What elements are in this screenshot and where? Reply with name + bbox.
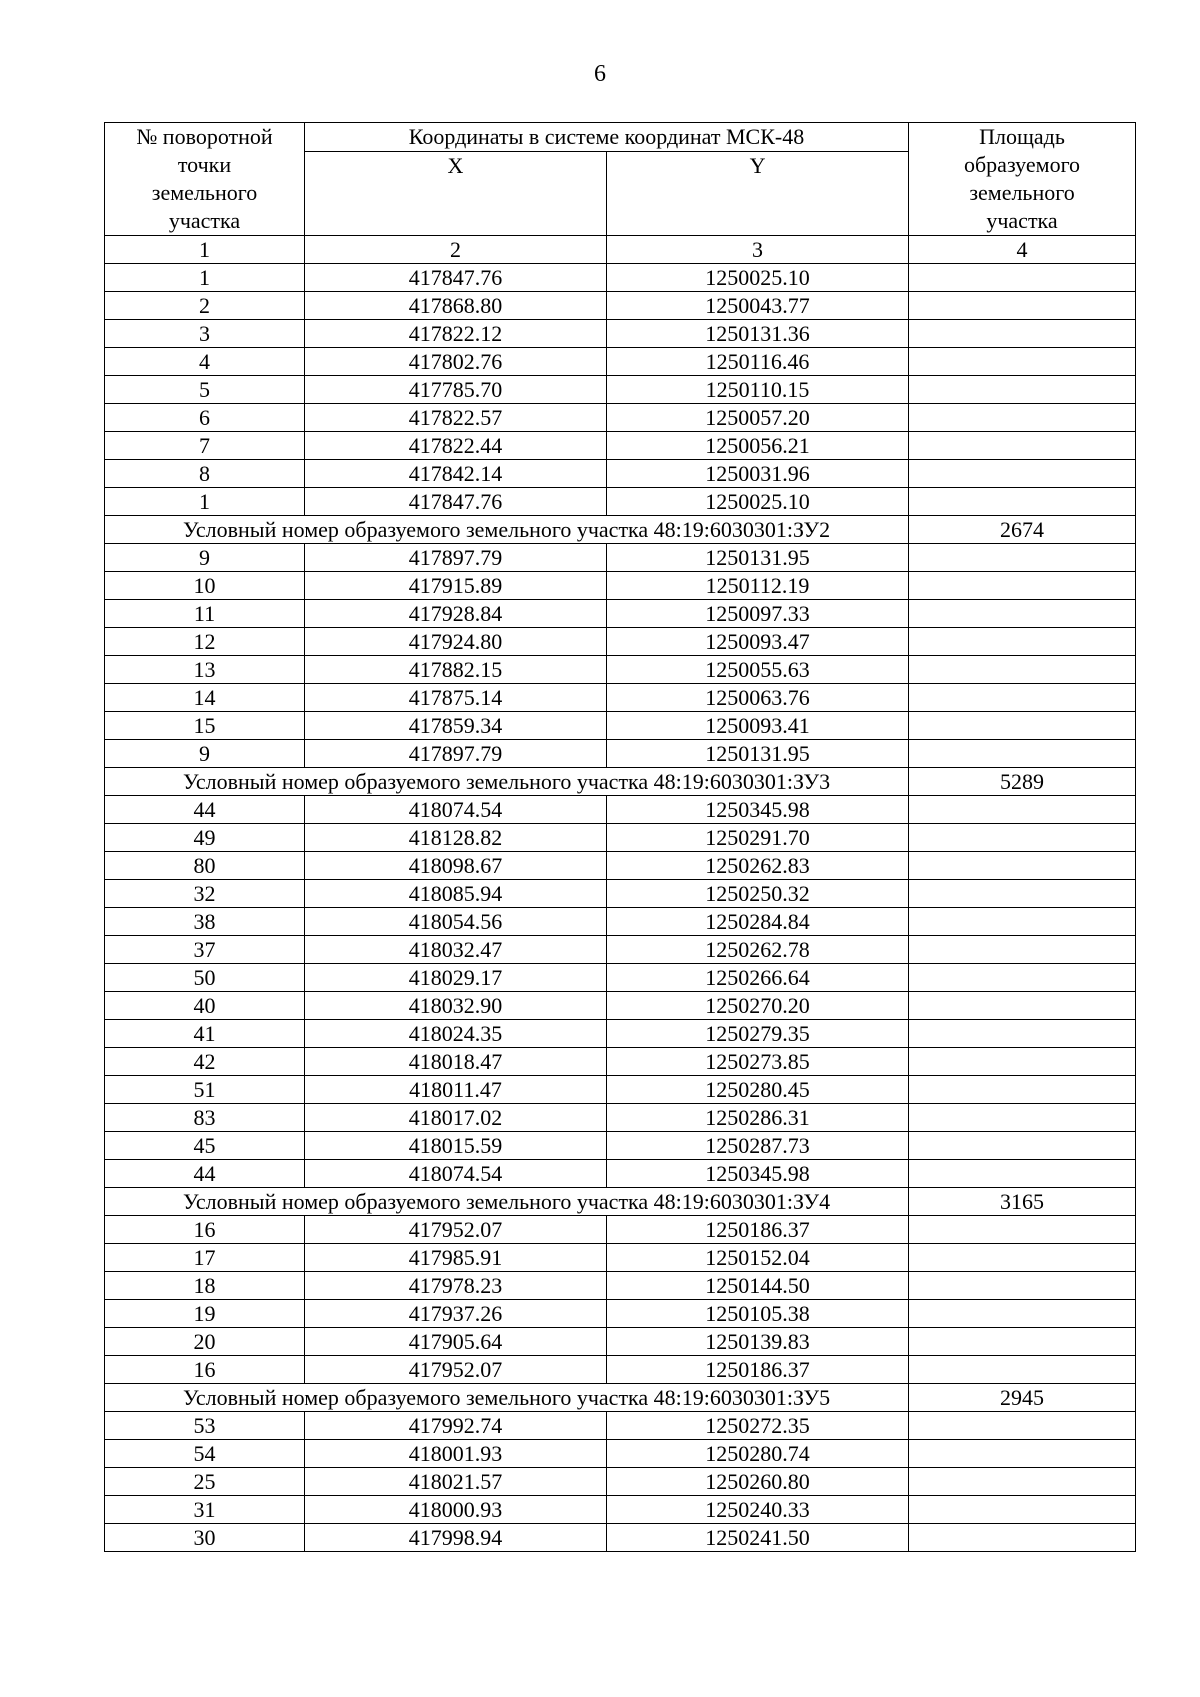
x-coordinate-cell: 417822.57 <box>305 404 607 432</box>
section-area: 2945 <box>909 1384 1136 1412</box>
x-coordinate-cell: 418024.35 <box>305 1020 607 1048</box>
x-coordinate-cell: 417905.64 <box>305 1328 607 1356</box>
table-body <box>105 264 1136 1552</box>
point-number-cell: 19 <box>105 1300 305 1328</box>
header-column-number: 2 <box>305 236 607 264</box>
x-coordinate-cell: 417924.80 <box>305 628 607 656</box>
y-coordinate-cell: 1250262.83 <box>607 852 909 880</box>
header-area-line: образуемого <box>963 152 1081 177</box>
table-row <box>105 404 1136 432</box>
point-number-cell: 12 <box>105 628 305 656</box>
table-row <box>105 684 1136 712</box>
area-cell <box>909 684 1136 712</box>
y-coordinate-cell: 1250025.10 <box>607 488 909 516</box>
point-number-cell: 32 <box>105 880 305 908</box>
table-row <box>105 880 1136 908</box>
y-coordinate-cell: 1250260.80 <box>607 1468 909 1496</box>
area-cell <box>909 908 1136 936</box>
x-coordinate-cell: 418021.57 <box>305 1468 607 1496</box>
point-number-cell: 54 <box>105 1440 305 1468</box>
point-number-cell: 50 <box>105 964 305 992</box>
x-coordinate-cell: 418098.67 <box>305 852 607 880</box>
area-cell <box>909 1524 1136 1552</box>
table-row <box>105 572 1136 600</box>
x-coordinate-cell: 417847.76 <box>305 264 607 292</box>
x-coordinate-cell: 418032.47 <box>305 936 607 964</box>
y-coordinate-cell: 1250186.37 <box>607 1356 909 1384</box>
area-cell <box>909 1272 1136 1300</box>
section-area: 5289 <box>909 768 1136 796</box>
point-number-cell: 30 <box>105 1524 305 1552</box>
area-cell <box>909 1496 1136 1524</box>
x-coordinate-cell: 418074.54 <box>305 1160 607 1188</box>
area-cell <box>909 796 1136 824</box>
area-cell <box>909 824 1136 852</box>
point-number-cell: 31 <box>105 1496 305 1524</box>
y-coordinate-cell: 1250093.41 <box>607 712 909 740</box>
area-cell <box>909 852 1136 880</box>
point-number-cell: 16 <box>105 1356 305 1384</box>
table-row <box>105 1076 1136 1104</box>
x-coordinate-cell: 418128.82 <box>305 824 607 852</box>
x-coordinate-cell: 418018.47 <box>305 1048 607 1076</box>
x-coordinate-cell: 417785.70 <box>305 376 607 404</box>
area-cell <box>909 740 1136 768</box>
table-row <box>105 348 1136 376</box>
table-row <box>105 1216 1136 1244</box>
point-number-cell: 51 <box>105 1076 305 1104</box>
area-cell <box>909 656 1136 684</box>
y-coordinate-cell: 1250152.04 <box>607 1244 909 1272</box>
x-coordinate-cell: 417859.34 <box>305 712 607 740</box>
point-number-cell: 5 <box>105 376 305 404</box>
point-number-cell: 44 <box>105 1160 305 1188</box>
area-cell <box>909 628 1136 656</box>
point-number-cell: 3 <box>105 320 305 348</box>
point-number-cell: 18 <box>105 1272 305 1300</box>
area-cell <box>909 1076 1136 1104</box>
header-point-number-line: точки <box>177 152 232 177</box>
area-cell <box>909 488 1136 516</box>
y-coordinate-cell: 1250097.33 <box>607 600 909 628</box>
point-number-cell: 17 <box>105 1244 305 1272</box>
area-cell <box>909 572 1136 600</box>
table-row <box>105 824 1136 852</box>
y-coordinate-cell: 1250266.64 <box>607 964 909 992</box>
x-coordinate-cell: 418054.56 <box>305 908 607 936</box>
header-point-number-line: участка <box>168 208 241 233</box>
table-row <box>105 460 1136 488</box>
y-coordinate-cell: 1250291.70 <box>607 824 909 852</box>
x-coordinate-cell: 418074.54 <box>305 796 607 824</box>
y-coordinate-cell: 1250112.19 <box>607 572 909 600</box>
point-number-cell: 44 <box>105 796 305 824</box>
point-number-cell: 42 <box>105 1048 305 1076</box>
y-coordinate-cell: 1250280.74 <box>607 1440 909 1468</box>
area-cell <box>909 432 1136 460</box>
point-number-cell: 15 <box>105 712 305 740</box>
y-coordinate-cell: 1250241.50 <box>607 1524 909 1552</box>
area-cell <box>909 1356 1136 1384</box>
table-row <box>105 488 1136 516</box>
area-cell <box>909 1412 1136 1440</box>
table-row <box>105 1356 1136 1384</box>
y-coordinate-cell: 1250345.98 <box>607 1160 909 1188</box>
x-coordinate-cell: 418000.93 <box>305 1496 607 1524</box>
y-coordinate-cell: 1250262.78 <box>607 936 909 964</box>
point-number-cell: 53 <box>105 1412 305 1440</box>
table-row <box>105 544 1136 572</box>
point-number-cell: 80 <box>105 852 305 880</box>
table-row <box>105 292 1136 320</box>
point-number-cell: 1 <box>105 488 305 516</box>
table-row <box>105 1244 1136 1272</box>
y-coordinate-cell: 1250280.45 <box>607 1076 909 1104</box>
x-coordinate-cell: 417952.07 <box>305 1356 607 1384</box>
table-row <box>105 1412 1136 1440</box>
section-title: Условный номер образуемого земельного участка 48:19:6030301:ЗУ3 <box>105 768 909 796</box>
x-coordinate-cell: 417998.94 <box>305 1524 607 1552</box>
x-coordinate-cell: 418032.90 <box>305 992 607 1020</box>
table-row <box>105 1104 1136 1132</box>
x-coordinate-cell: 417802.76 <box>305 348 607 376</box>
area-cell <box>909 544 1136 572</box>
x-coordinate-cell: 417897.79 <box>305 544 607 572</box>
x-coordinate-cell: 417952.07 <box>305 1216 607 1244</box>
y-coordinate-cell: 1250272.35 <box>607 1412 909 1440</box>
area-cell <box>909 964 1136 992</box>
point-number-cell: 45 <box>105 1132 305 1160</box>
y-coordinate-cell: 1250057.20 <box>607 404 909 432</box>
table-row <box>105 992 1136 1020</box>
area-cell <box>909 404 1136 432</box>
table-row <box>105 852 1136 880</box>
y-coordinate-cell: 1250287.73 <box>607 1132 909 1160</box>
table-row <box>105 740 1136 768</box>
header-column-number: 3 <box>607 236 909 264</box>
header-column-number: 1 <box>105 236 305 264</box>
coordinates-table <box>104 122 1136 1552</box>
table-row <box>105 320 1136 348</box>
header-x: X <box>305 152 607 236</box>
point-number-cell: 25 <box>105 1468 305 1496</box>
section-row <box>105 1188 1136 1216</box>
section-row <box>105 768 1136 796</box>
x-coordinate-cell: 418001.93 <box>305 1440 607 1468</box>
point-number-cell: 2 <box>105 292 305 320</box>
point-number-cell: 14 <box>105 684 305 712</box>
x-coordinate-cell: 417915.89 <box>305 572 607 600</box>
x-coordinate-cell: 418011.47 <box>305 1076 607 1104</box>
x-coordinate-cell: 417928.84 <box>305 600 607 628</box>
point-number-cell: 9 <box>105 544 305 572</box>
table-row <box>105 1468 1136 1496</box>
area-cell <box>909 1300 1136 1328</box>
y-coordinate-cell: 1250093.47 <box>607 628 909 656</box>
point-number-cell: 6 <box>105 404 305 432</box>
point-number-cell: 38 <box>105 908 305 936</box>
section-area: 3165 <box>909 1188 1136 1216</box>
header-area <box>909 123 1136 236</box>
y-coordinate-cell: 1250131.95 <box>607 740 909 768</box>
point-number-cell: 11 <box>105 600 305 628</box>
table-row <box>105 600 1136 628</box>
page-number: 6 <box>594 61 606 87</box>
table-row <box>105 1132 1136 1160</box>
point-number-cell: 20 <box>105 1328 305 1356</box>
area-cell <box>909 1132 1136 1160</box>
y-coordinate-cell: 1250186.37 <box>607 1216 909 1244</box>
table-header <box>105 123 1136 264</box>
table-row <box>105 376 1136 404</box>
area-cell <box>909 320 1136 348</box>
table-row <box>105 656 1136 684</box>
x-coordinate-cell: 418015.59 <box>305 1132 607 1160</box>
y-coordinate-cell: 1250056.21 <box>607 432 909 460</box>
y-coordinate-cell: 1250110.15 <box>607 376 909 404</box>
header-point-number <box>105 123 305 236</box>
area-cell <box>909 1048 1136 1076</box>
table-row <box>105 1440 1136 1468</box>
area-cell <box>909 712 1136 740</box>
header-column-number: 4 <box>909 236 1136 264</box>
section-row <box>105 516 1136 544</box>
header-area-line: участка <box>986 208 1058 233</box>
x-coordinate-cell: 418029.17 <box>305 964 607 992</box>
y-coordinate-cell: 1250131.95 <box>607 544 909 572</box>
x-coordinate-cell: 417822.12 <box>305 320 607 348</box>
area-cell <box>909 1440 1136 1468</box>
x-coordinate-cell: 417868.80 <box>305 292 607 320</box>
area-cell <box>909 1328 1136 1356</box>
y-coordinate-cell: 1250105.38 <box>607 1300 909 1328</box>
y-coordinate-cell: 1250025.10 <box>607 264 909 292</box>
area-cell <box>909 292 1136 320</box>
section-area: 2674 <box>909 516 1136 544</box>
y-coordinate-cell: 1250031.96 <box>607 460 909 488</box>
section-title: Условный номер образуемого земельного участка 48:19:6030301:ЗУ4 <box>105 1188 909 1216</box>
x-coordinate-cell: 417937.26 <box>305 1300 607 1328</box>
point-number-cell: 9 <box>105 740 305 768</box>
y-coordinate-cell: 1250345.98 <box>607 796 909 824</box>
y-coordinate-cell: 1250279.35 <box>607 1020 909 1048</box>
x-coordinate-cell: 417992.74 <box>305 1412 607 1440</box>
x-coordinate-cell: 418017.02 <box>305 1104 607 1132</box>
area-cell <box>909 1244 1136 1272</box>
table-row <box>105 964 1136 992</box>
x-coordinate-cell: 417985.91 <box>305 1244 607 1272</box>
y-coordinate-cell: 1250273.85 <box>607 1048 909 1076</box>
table-row <box>105 1328 1136 1356</box>
table-row <box>105 1496 1136 1524</box>
y-coordinate-cell: 1250286.31 <box>607 1104 909 1132</box>
table-row <box>105 1160 1136 1188</box>
table-row <box>105 1272 1136 1300</box>
section-title: Условный номер образуемого земельного участка 48:19:6030301:ЗУ2 <box>105 516 909 544</box>
area-cell <box>909 460 1136 488</box>
area-cell <box>909 264 1136 292</box>
table-row <box>105 1048 1136 1076</box>
y-coordinate-cell: 1250063.76 <box>607 684 909 712</box>
x-coordinate-cell: 417847.76 <box>305 488 607 516</box>
x-coordinate-cell: 417842.14 <box>305 460 607 488</box>
area-cell <box>909 1020 1136 1048</box>
y-coordinate-cell: 1250116.46 <box>607 348 909 376</box>
area-cell <box>909 348 1136 376</box>
header-coordinate-system: Координаты в системе координат МСК-48 <box>305 123 909 152</box>
table-row <box>105 264 1136 292</box>
section-title: Условный номер образуемого земельного участка 48:19:6030301:ЗУ5 <box>105 1384 909 1412</box>
area-cell <box>909 600 1136 628</box>
y-coordinate-cell: 1250131.36 <box>607 320 909 348</box>
point-number-cell: 83 <box>105 1104 305 1132</box>
y-coordinate-cell: 1250284.84 <box>607 908 909 936</box>
point-number-cell: 4 <box>105 348 305 376</box>
table-row <box>105 1020 1136 1048</box>
table-row <box>105 936 1136 964</box>
point-number-cell: 37 <box>105 936 305 964</box>
point-number-cell: 16 <box>105 1216 305 1244</box>
table-row <box>105 712 1136 740</box>
area-cell <box>909 1104 1136 1132</box>
area-cell <box>909 1468 1136 1496</box>
x-coordinate-cell: 417882.15 <box>305 656 607 684</box>
point-number-cell: 7 <box>105 432 305 460</box>
point-number-cell: 41 <box>105 1020 305 1048</box>
y-coordinate-cell: 1250144.50 <box>607 1272 909 1300</box>
x-coordinate-cell: 417822.44 <box>305 432 607 460</box>
y-coordinate-cell: 1250250.32 <box>607 880 909 908</box>
point-number-cell: 40 <box>105 992 305 1020</box>
table-row <box>105 1300 1136 1328</box>
section-row <box>105 1384 1136 1412</box>
header-y: Y <box>607 152 909 236</box>
table-row <box>105 1524 1136 1552</box>
area-cell <box>909 376 1136 404</box>
point-number-cell: 1 <box>105 264 305 292</box>
y-coordinate-cell: 1250055.63 <box>607 656 909 684</box>
point-number-cell: 10 <box>105 572 305 600</box>
area-cell <box>909 992 1136 1020</box>
y-coordinate-cell: 1250139.83 <box>607 1328 909 1356</box>
x-coordinate-cell: 418085.94 <box>305 880 607 908</box>
header-area-line: земельного <box>969 180 1075 205</box>
y-coordinate-cell: 1250043.77 <box>607 292 909 320</box>
x-coordinate-cell: 417978.23 <box>305 1272 607 1300</box>
table-row <box>105 796 1136 824</box>
header-point-number-line: № поворотной <box>136 124 273 149</box>
point-number-cell: 8 <box>105 460 305 488</box>
table-row <box>105 628 1136 656</box>
area-cell <box>909 1160 1136 1188</box>
y-coordinate-cell: 1250270.20 <box>607 992 909 1020</box>
table-row <box>105 908 1136 936</box>
area-cell <box>909 880 1136 908</box>
point-number-cell: 13 <box>105 656 305 684</box>
point-number-cell: 49 <box>105 824 305 852</box>
x-coordinate-cell: 417875.14 <box>305 684 607 712</box>
y-coordinate-cell: 1250240.33 <box>607 1496 909 1524</box>
area-cell <box>909 936 1136 964</box>
x-coordinate-cell: 417897.79 <box>305 740 607 768</box>
area-cell <box>909 1216 1136 1244</box>
header-point-number-line: земельного <box>151 180 258 205</box>
table-row <box>105 432 1136 460</box>
header-area-line: Площадь <box>979 124 1065 149</box>
